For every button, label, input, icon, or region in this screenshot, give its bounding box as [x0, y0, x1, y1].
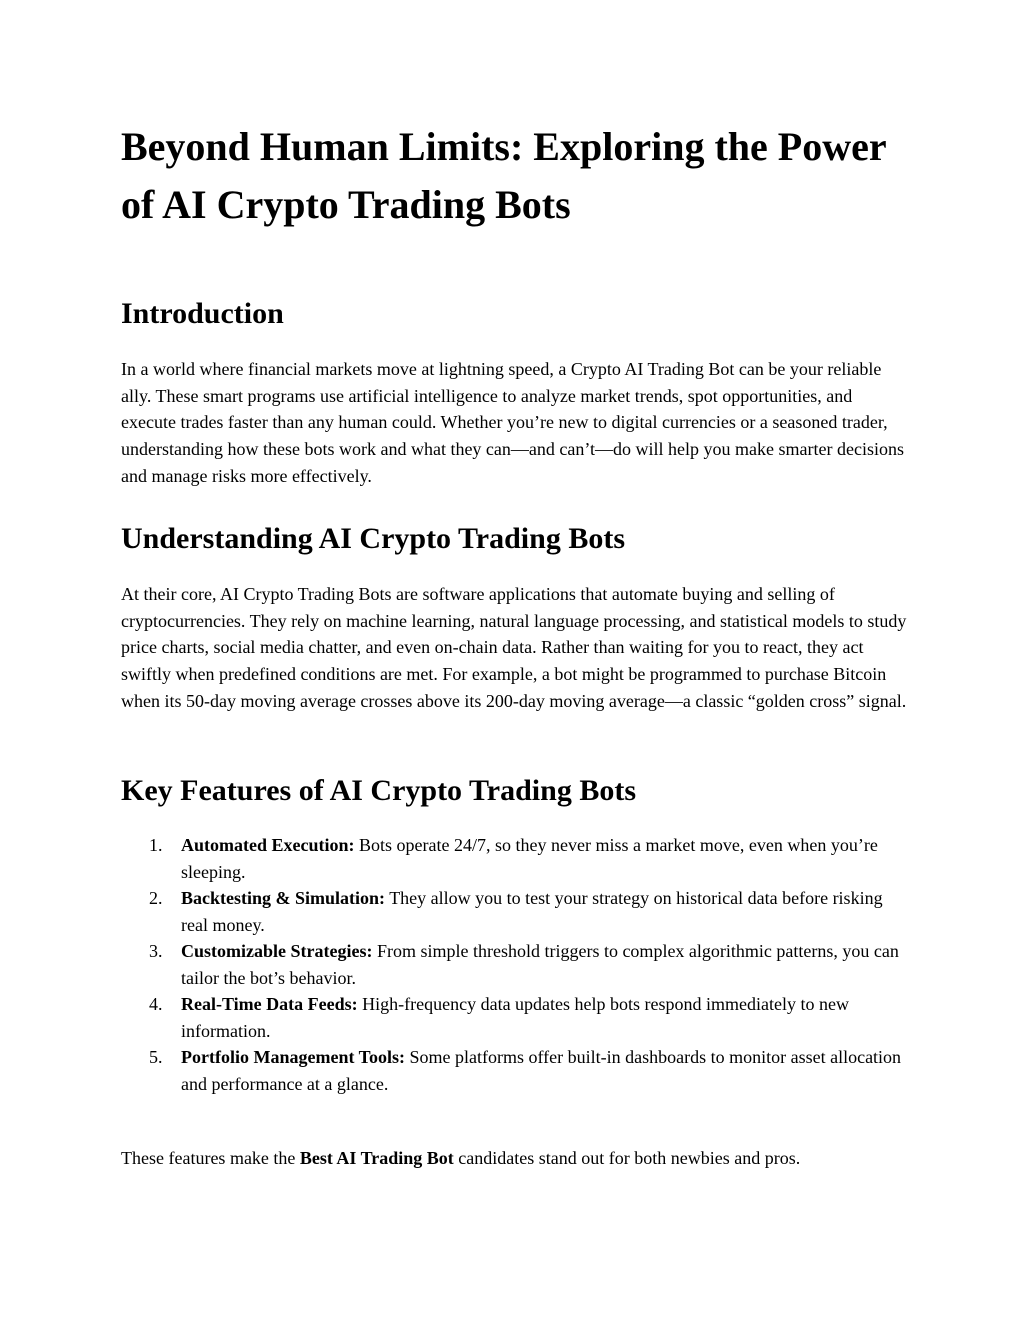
list-item-term: Customizable Strategies:: [181, 941, 373, 961]
list-item-text: They allow you to test your strategy on historical data before risking real money.: [181, 888, 883, 935]
closing-text-before: These features make the: [121, 1148, 300, 1168]
heading-understanding: Understanding AI Crypto Trading Bots: [121, 522, 625, 555]
closing-paragraph: [121, 1145, 911, 1172]
list-item-text: From simple threshold triggers to complex algorithmic patterns, you can tailor the bot’s behavior.: [181, 941, 899, 988]
document-title: Beyond Human Limits: Exploring the Power of AI Crypto Trading Bots: [121, 124, 886, 227]
list-item-text: High-frequency data updates help bots respond immediately to new information.: [181, 994, 849, 1041]
list-item-text: Bots operate 24/7, so they never miss a market move, even when you’re sleeping.: [181, 835, 878, 882]
list-item-number: 1.: [149, 835, 163, 855]
paragraph-introduction: In a world where financial markets move at lightning speed, a Crypto AI Trading Bot can be your reliable ally. These smart programs use artificial intelligence to analyze market trends, spot opportunities, and execute trades faster than any human could. Whether you’re new to digital currencies or a seasoned trader, understanding how these bots work and what they can—and can’t—do will help you make smarter decisions and manage risks more effectively.: [121, 359, 904, 486]
list-item-text: Some platforms offer built-in dashboards to monitor asset allocation and performance at a glance.: [181, 1047, 902, 1094]
list-item-term: Automated Execution:: [181, 835, 355, 855]
features-list: [121, 832, 911, 1097]
list-item-number: 2.: [149, 888, 163, 908]
list-item: [121, 1044, 911, 1097]
paragraph-understanding: At their core, AI Crypto Trading Bots are software applications that automate buying and selling of cryptocurrencies. They rely on machine learning, natural language processing, and statistical models to study price charts, social media chatter, and even on-chain data. Rather than waiting for you to react, they act swiftly when predefined conditions are met. For example, a bot might be programmed to purchase Bitcoin when its 50-day moving average crosses above its 200-day moving average—a classic “golden cross” signal.: [121, 584, 907, 711]
list-item-number: 3.: [149, 941, 163, 961]
list-item: [121, 938, 911, 991]
closing-text-bold: Best AI Trading Bot: [299, 1148, 454, 1168]
list-item-term: Backtesting & Simulation:: [181, 888, 386, 908]
heading-key-features: Key Features of AI Crypto Trading Bots: [121, 774, 636, 807]
list-item: [121, 991, 911, 1044]
list-item-number: 5.: [149, 1047, 163, 1067]
heading-introduction: Introduction: [121, 297, 284, 330]
list-item: [121, 885, 911, 938]
closing-text-after: candidates stand out for both newbies and pros.: [453, 1148, 801, 1168]
list-item-term: Real-Time Data Feeds:: [181, 994, 358, 1014]
list-item-term: Portfolio Management Tools:: [181, 1047, 405, 1067]
list-item-number: 4.: [149, 994, 163, 1014]
list-item: [121, 832, 911, 885]
